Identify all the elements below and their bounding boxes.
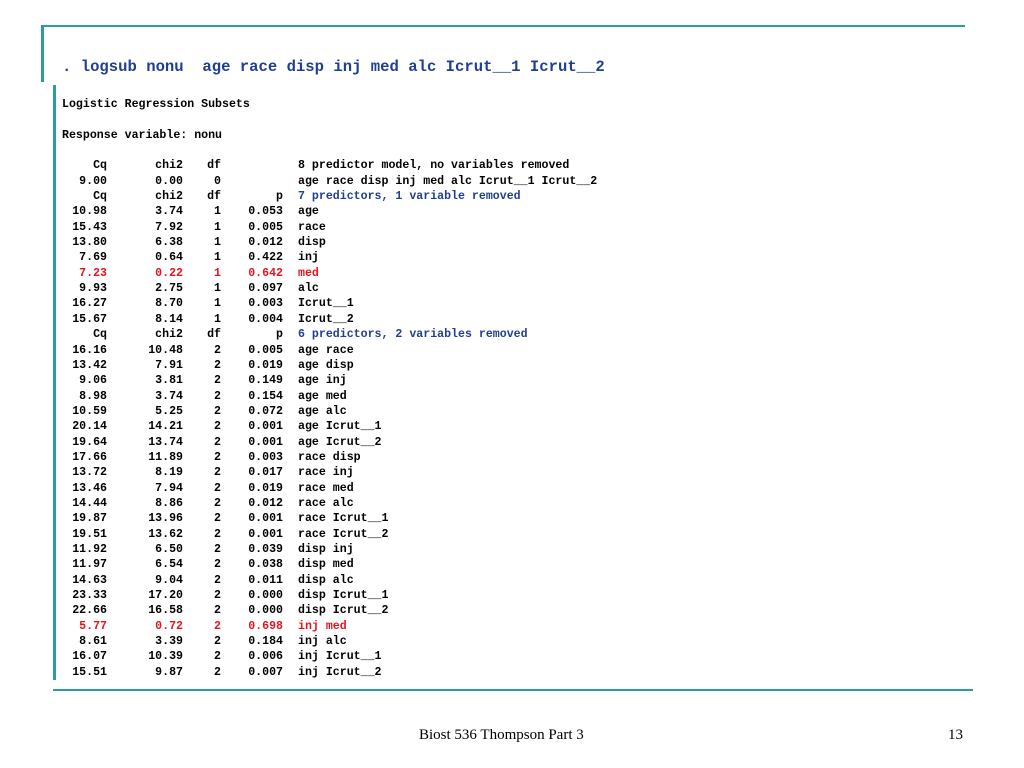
variables-cell: race disp xyxy=(298,450,361,464)
variables-cell: age race xyxy=(298,343,354,357)
df-cell: 1 xyxy=(214,205,221,219)
cq-cell: 16.07 xyxy=(72,650,107,664)
table-row xyxy=(62,557,597,572)
table-header-row xyxy=(62,158,597,173)
chi2-cell: 8.14 xyxy=(155,312,183,326)
chi2-cell: 0.22 xyxy=(155,266,183,280)
p-value-cell: 0.012 xyxy=(248,496,283,510)
blank-line xyxy=(62,143,597,158)
p-value-cell: 0.019 xyxy=(248,358,283,372)
chi2-cell: 6.54 xyxy=(155,558,183,572)
table-row xyxy=(62,343,597,358)
chi2-cell: 13.74 xyxy=(148,435,183,449)
chi2-cell: 6.38 xyxy=(155,236,183,250)
chi2-cell: 6.50 xyxy=(155,542,183,556)
cq-cell: 7.23 xyxy=(79,266,107,280)
variables-cell: age inj xyxy=(298,374,347,388)
results-table xyxy=(62,158,597,680)
table-row xyxy=(62,220,597,235)
page-number: 13 xyxy=(948,727,963,743)
cq-cell: 8.98 xyxy=(79,389,107,403)
df-cell: 2 xyxy=(214,343,221,357)
cq-cell: 16.16 xyxy=(72,343,107,357)
table-row xyxy=(62,404,597,419)
variables-cell: disp Icrut__2 xyxy=(298,604,389,618)
table-row xyxy=(62,496,597,511)
cq-cell: Cq xyxy=(93,328,107,342)
p-value-cell: 0.154 xyxy=(248,389,283,403)
chi2-cell: 5.25 xyxy=(155,404,183,418)
df-cell: 1 xyxy=(214,236,221,250)
p-value-cell: 0.000 xyxy=(248,604,283,618)
p-value-cell: 0.001 xyxy=(248,435,283,449)
table-row xyxy=(62,542,597,557)
df-cell: 1 xyxy=(214,282,221,296)
chi2-cell: 16.58 xyxy=(148,604,183,618)
cq-cell: 9.93 xyxy=(79,282,107,296)
variables-cell: age xyxy=(298,205,319,219)
frame-accent-left-lower xyxy=(53,85,56,680)
df-cell: 2 xyxy=(214,558,221,572)
p-value-cell: 0.005 xyxy=(248,343,283,357)
chi2-cell: chi2 xyxy=(155,190,183,204)
cq-cell: 13.72 xyxy=(72,466,107,480)
chi2-cell: 3.74 xyxy=(155,389,183,403)
p-value-cell: 0.004 xyxy=(248,312,283,326)
variables-cell: inj Icrut__1 xyxy=(298,650,382,664)
df-cell: df xyxy=(207,190,221,204)
chi2-cell: 9.04 xyxy=(155,573,183,587)
df-cell: 2 xyxy=(214,650,221,664)
variables-cell: age Icrut__1 xyxy=(298,420,382,434)
chi2-cell: 3.74 xyxy=(155,205,183,219)
p-value-cell: 0.005 xyxy=(248,220,283,234)
chi2-cell: 9.87 xyxy=(155,665,183,679)
p-value-cell: 0.012 xyxy=(248,236,283,250)
cq-cell: 16.27 xyxy=(72,297,107,311)
footer-text: Biost 536 Thompson Part 3 xyxy=(419,727,584,743)
cq-cell: 15.67 xyxy=(72,312,107,326)
chi2-cell: 7.92 xyxy=(155,220,183,234)
cq-cell: 11.92 xyxy=(72,542,107,556)
df-cell: 1 xyxy=(214,266,221,280)
p-value-cell: p xyxy=(276,190,283,204)
variables-cell: race med xyxy=(298,481,354,495)
table-row xyxy=(62,312,597,327)
table-row xyxy=(62,204,597,219)
table-row xyxy=(62,174,597,189)
table-row xyxy=(62,665,597,680)
table-header-row xyxy=(62,189,597,204)
blank-line xyxy=(62,112,597,127)
p-value-cell: 0.038 xyxy=(248,558,283,572)
table-row xyxy=(62,511,597,526)
df-cell: 2 xyxy=(214,542,221,556)
table-header-row xyxy=(62,327,597,342)
cq-cell: 14.63 xyxy=(72,573,107,587)
p-value-cell: 0.007 xyxy=(248,665,283,679)
chi2-cell: 10.48 xyxy=(148,343,183,357)
p-value-cell: 0.149 xyxy=(248,374,283,388)
table-row xyxy=(62,527,597,542)
p-value-cell: 0.017 xyxy=(248,466,283,480)
df-cell: 2 xyxy=(214,665,221,679)
p-value-cell: 0.000 xyxy=(248,589,283,602)
cq-cell: 13.80 xyxy=(72,236,107,250)
chi2-cell: chi2 xyxy=(155,328,183,342)
p-value-cell: 0.019 xyxy=(248,481,283,495)
table-row xyxy=(62,603,597,618)
variables-cell: race xyxy=(298,220,326,234)
table-row xyxy=(62,235,597,250)
df-cell: df xyxy=(207,328,221,342)
cq-cell: 13.46 xyxy=(72,481,107,495)
cq-cell: 10.59 xyxy=(72,404,107,418)
p-value-cell: 0.097 xyxy=(248,282,283,296)
output-title: Logistic Regression Subsets xyxy=(62,98,250,111)
variables-cell: race alc xyxy=(298,496,354,510)
chi2-cell: 0.00 xyxy=(155,174,183,188)
df-cell: 2 xyxy=(214,389,221,403)
df-cell: df xyxy=(207,159,221,173)
p-value-cell: 0.011 xyxy=(248,573,283,587)
df-cell: 0 xyxy=(214,174,221,188)
chi2-cell: 8.86 xyxy=(155,496,183,510)
highlighted-row xyxy=(62,266,597,281)
cq-cell: 19.51 xyxy=(72,527,107,541)
cq-cell: 19.87 xyxy=(72,512,107,526)
chi2-cell: 2.75 xyxy=(155,282,183,296)
p-value-cell: 0.001 xyxy=(248,512,283,526)
p-value-cell: 0.184 xyxy=(248,635,283,649)
variables-cell: inj med xyxy=(298,619,347,633)
cq-cell: 15.43 xyxy=(72,220,107,234)
frame-accent-left xyxy=(41,25,44,82)
df-cell: 2 xyxy=(214,404,221,418)
cq-cell: 17.66 xyxy=(72,450,107,464)
df-cell: 2 xyxy=(214,635,221,649)
table-row xyxy=(62,281,597,296)
chi2-cell: 8.70 xyxy=(155,297,183,311)
table-row xyxy=(62,450,597,465)
chi2-cell: 17.20 xyxy=(148,589,183,602)
cq-cell: 23.33 xyxy=(72,589,107,602)
chi2-cell: 10.39 xyxy=(148,650,183,664)
variables-cell: 8 predictor model, no variables removed xyxy=(298,159,570,173)
chi2-cell: 13.96 xyxy=(148,512,183,526)
table-row xyxy=(62,588,597,603)
table-row xyxy=(62,296,597,311)
cq-cell: 15.51 xyxy=(72,665,107,679)
p-value-cell: 0.072 xyxy=(248,404,283,418)
df-cell: 2 xyxy=(214,450,221,464)
df-cell: 1 xyxy=(214,297,221,311)
chi2-cell: 3.39 xyxy=(155,635,183,649)
table-row xyxy=(62,481,597,496)
df-cell: 2 xyxy=(214,527,221,541)
table-row xyxy=(62,465,597,480)
df-cell: 2 xyxy=(214,619,221,633)
p-value-cell: 0.039 xyxy=(248,542,283,556)
p-value-cell: 0.698 xyxy=(248,619,283,633)
highlighted-row xyxy=(62,619,597,634)
df-cell: 1 xyxy=(214,251,221,265)
df-cell: 2 xyxy=(214,374,221,388)
chi2-cell: 13.62 xyxy=(148,527,183,541)
chi2-cell: 0.64 xyxy=(155,251,183,265)
p-value-cell: 0.053 xyxy=(248,205,283,219)
variables-cell: race inj xyxy=(298,466,354,480)
frame-accent-top xyxy=(41,25,965,27)
df-cell: 2 xyxy=(214,481,221,495)
df-cell: 2 xyxy=(214,466,221,480)
variables-cell: age Icrut__2 xyxy=(298,435,382,449)
df-cell: 1 xyxy=(214,312,221,326)
variables-cell: age race disp inj med alc Icrut__1 Icrut__2 xyxy=(298,174,598,188)
p-value-cell: 0.642 xyxy=(248,266,283,280)
p-value-cell: 0.422 xyxy=(248,251,283,265)
cq-cell: 11.97 xyxy=(72,558,107,572)
p-value-cell: 0.003 xyxy=(248,297,283,311)
variables-cell: disp Icrut__1 xyxy=(298,589,389,602)
cq-cell: 13.42 xyxy=(72,358,107,372)
stata-command: . logsub nonu age race disp inj med alc Icrut__1 Icrut__2 xyxy=(62,58,605,76)
variables-cell: Icrut__2 xyxy=(298,312,354,326)
variables-cell: inj xyxy=(298,251,319,265)
cq-cell: 9.00 xyxy=(79,174,107,188)
variables-cell: disp xyxy=(298,236,326,250)
regression-output xyxy=(62,97,597,680)
table-row xyxy=(62,419,597,434)
variables-cell: 6 predictors, 2 variables removed xyxy=(298,328,528,342)
cq-cell: 10.98 xyxy=(72,205,107,219)
df-cell: 2 xyxy=(214,573,221,587)
chi2-cell: 0.72 xyxy=(155,619,183,633)
table-row xyxy=(62,389,597,404)
response-variable-line: Response variable: nonu xyxy=(62,128,223,142)
chi2-cell: 7.91 xyxy=(155,358,183,372)
variables-cell: race Icrut__1 xyxy=(298,512,389,526)
frame-accent-bottom xyxy=(53,689,973,691)
cq-cell: 7.69 xyxy=(79,251,107,265)
variables-cell: age med xyxy=(298,389,347,403)
df-cell: 2 xyxy=(214,604,221,618)
chi2-cell: 3.81 xyxy=(155,374,183,388)
p-value-cell: 0.001 xyxy=(248,420,283,434)
table-row xyxy=(62,250,597,265)
variables-cell: race Icrut__2 xyxy=(298,527,389,541)
df-cell: 2 xyxy=(214,420,221,434)
table-row xyxy=(62,649,597,664)
df-cell: 2 xyxy=(214,358,221,372)
chi2-cell: 11.89 xyxy=(148,450,183,464)
cq-cell: 14.44 xyxy=(72,496,107,510)
variables-cell: disp med xyxy=(298,558,354,572)
variables-cell: med xyxy=(298,266,319,280)
variables-cell: 7 predictors, 1 variable removed xyxy=(298,190,521,204)
cq-cell: 5.77 xyxy=(79,619,107,633)
table-row xyxy=(62,358,597,373)
p-value-cell: 0.006 xyxy=(248,650,283,664)
p-value-cell: 0.003 xyxy=(248,450,283,464)
df-cell: 1 xyxy=(214,220,221,234)
table-row xyxy=(62,435,597,450)
variables-cell: inj alc xyxy=(298,635,347,649)
table-row xyxy=(62,573,597,588)
cq-cell: 22.66 xyxy=(72,604,107,618)
chi2-cell: chi2 xyxy=(155,159,183,173)
variables-cell: age disp xyxy=(298,358,354,372)
p-value-cell: 0.001 xyxy=(248,527,283,541)
df-cell: 2 xyxy=(214,496,221,510)
chi2-cell: 14.21 xyxy=(148,420,183,434)
variables-cell: disp inj xyxy=(298,542,354,556)
variables-cell: Icrut__1 xyxy=(298,297,354,311)
table-row xyxy=(62,634,597,649)
p-value-cell: p xyxy=(276,328,283,342)
cq-cell: 8.61 xyxy=(79,635,107,649)
cq-cell: Cq xyxy=(93,159,107,173)
df-cell: 2 xyxy=(214,435,221,449)
variables-cell: age alc xyxy=(298,404,347,418)
df-cell: 2 xyxy=(214,589,221,602)
chi2-cell: 8.19 xyxy=(155,466,183,480)
variables-cell: alc xyxy=(298,282,319,296)
table-row xyxy=(62,373,597,388)
cq-cell: 9.06 xyxy=(79,374,107,388)
chi2-cell: 7.94 xyxy=(155,481,183,495)
cq-cell: Cq xyxy=(93,190,107,204)
cq-cell: 19.64 xyxy=(72,435,107,449)
variables-cell: inj Icrut__2 xyxy=(298,665,382,679)
cq-cell: 20.14 xyxy=(72,420,107,434)
variables-cell: disp alc xyxy=(298,573,354,587)
df-cell: 2 xyxy=(214,512,221,526)
